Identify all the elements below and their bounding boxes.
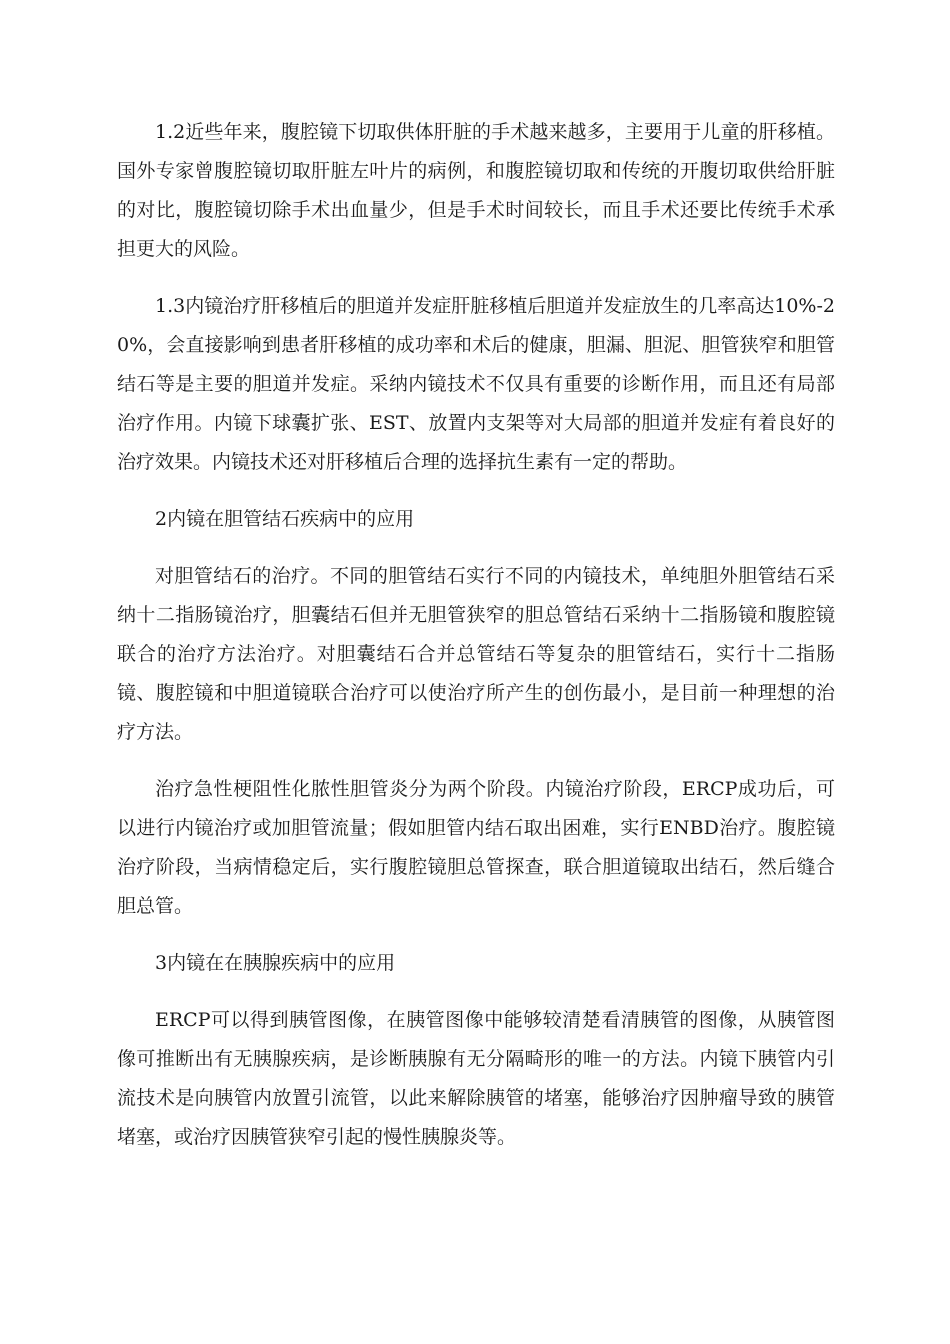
paragraph-ercp-pancreatic-duct: ERCP可以得到胰管图像，在胰管图像中能够较清楚看清胰管的图像，从胰管图像可推断出有无胰腺疾病，是诊断胰腺有无分隔畸形的唯一的方法。内镜下胰管内引流技术是向胰管内放置引流管，以此来解除胰管的堵塞，能够治疗因肿瘤导致的胰管堵塞，或治疗因胰管狭窄引起的慢性胰腺炎等。 xyxy=(117,1009,835,1148)
paragraph-1-3-biliary-complications: 1.3内镜治疗肝移植后的胆道并发症肝脏移植后胆道并发症放生的几率高达10%-20%，会直接影响到患者肝移植的成功率和术后的健康，胆漏、胆泥、胆管狭窄和胆管结石等是主要的胆道并发症。采纳内镜技术不仅具有重要的诊断作用，而且还有局部治疗作用。内镜下球囊扩张、EST、放置内支架等对大局部的胆道并发症有着良好的治疗效果。内镜技术还对肝移植后合理的选择抗生素有一定的帮助。 xyxy=(117,295,835,473)
paragraph-acute-cholangitis-treatment: 治疗急性梗阻性化脓性胆管炎分为两个阶段。内镜治疗阶段，ERCP成功后，可以进行内镜治疗或加胆管流量；假如胆管内结石取出困难，实行ENBD治疗。腹腔镜治疗阶段，当病情稳定后，实行腹腔镜胆总管探查，联合胆道镜取出结石，然后缝合胆总管。 xyxy=(117,778,835,917)
document-body xyxy=(117,113,835,1175)
section-heading-bile-duct-stones: 2内镜在胆管结石疾病中的应用 xyxy=(155,508,415,530)
paragraph-1-2-laparoscopic-donor-liver: 1.2近些年来，腹腔镜下切取供体肝脏的手术越来越多，主要用于儿童的肝移植。国外专家曾腹腔镜切取肝脏左叶片的病例，和腹腔镜切取和传统的开腹切取供给肝脏的对比，腹腔镜切除手术出血量少，但是手术时间较长，而且手术还要比传统手术承担更大的风险。 xyxy=(117,121,835,260)
paragraph-bile-duct-stone-treatment: 对胆管结石的治疗。不同的胆管结石实行不同的内镜技术，单纯胆外胆管结石采纳十二指肠镜治疗，胆囊结石但并无胆管狭窄的胆总管结石采纳十二指肠镜和腹腔镜联合的治疗方法治疗。对胆囊结石合并总管结石等复杂的胆管结石，实行十二指肠镜、腹腔镜和中胆道镜联合治疗可以使治疗所产生的创伤最小，是目前一种理想的治疗方法。 xyxy=(117,565,835,743)
section-heading-pancreatic-disease: 3内镜在在胰腺疾病中的应用 xyxy=(155,952,396,974)
